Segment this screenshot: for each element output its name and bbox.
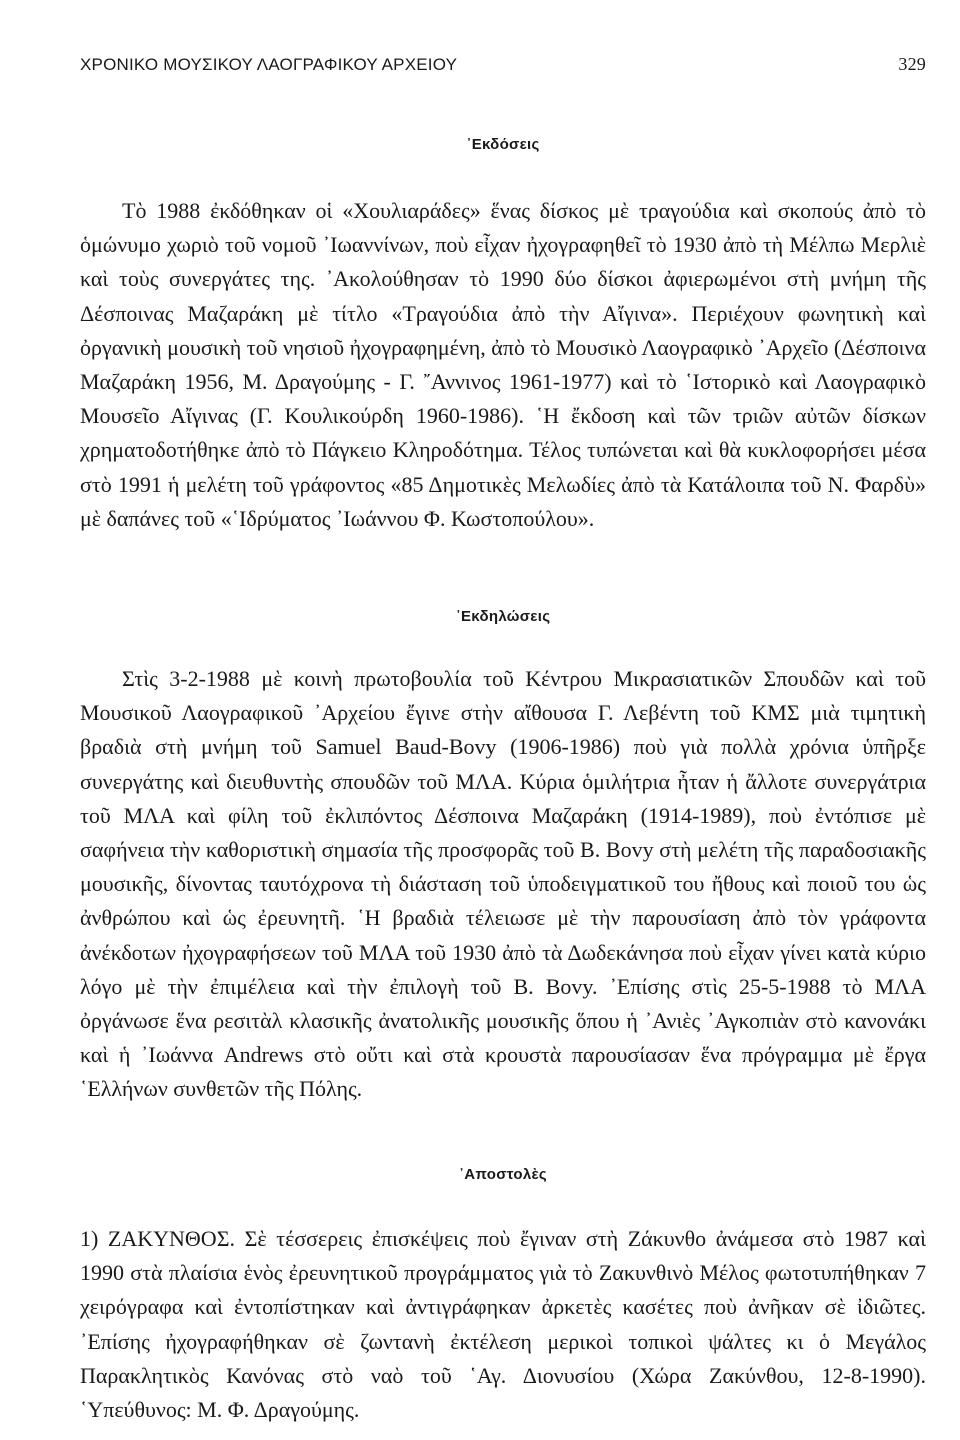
section-heading-missions: ᾿Αποστολὲς	[458, 1166, 548, 1183]
page-number: 329	[898, 54, 926, 74]
section-text-missions: 1) ΖΑΚΥΝΘΟΣ. Σὲ τέσσερεις ἐπισκέψεις ποὺ ἔγιναν στὴ Ζάκυνθο ἀνάμεσα στὸ 1987 καὶ 1990 στὰ πλαίσια ἑνὸς ἐρευνητικοῦ προγράμματος γιὰ τὸ Ζακυνθινὸ Μέλος φωτοτυπήθηκαν 7 χειρόγραφα καὶ ἐντοπίστηκαν καὶ ἀντιγράφηκαν ἀρκετὲς κασέτες ποὺ ἀνῆκαν σὲ ἰδιῶτες. ᾿Επίσης ἠχογραφήθηκαν σὲ ζωντανὴ ἐκτέλεση μερικοὶ τοπικοὶ ψάλτες κι ὁ Μεγάλος Παρακλητικὸς Κανόνας στὸ ναὸ τοῦ ῾Αγ. Διονυσίου (Χώρα Ζακύνθου, 12-8-1990). ῾Υπεύθυνος: Μ. Φ. Δραγούμης.	[80, 1226, 926, 1423]
section-heading-events: ᾿Εκδηλώσεις	[455, 608, 551, 625]
section-heading-publications: ᾿Εκδόσεις	[466, 136, 540, 153]
section-text-publications: Τὸ 1988 ἐκδόθηκαν οἱ «Χουλιαράδες» ἕνας δίσκος μὲ τραγούδια καὶ σκοπούς ἀπὸ τὸ ὁμώνυμο χωριὸ τοῦ νομοῦ ᾿Ιωαννίνων, ποὺ εἶχαν ἠχογραφηθεῖ τὸ 1930 ἀπὸ τὴ Μέλπω Μερλιὲ καὶ τοὺς συνεργάτες της. ᾿Ακολούθησαν τὸ 1990 δύο δίσκοι ἀφιερωμένοι στὴ μνήμη τῆς Δέσποινας Μαζαράκη μὲ τίτλο «Τραγούδια ἀπὸ τὴν Αἴγινα». Περιέχουν φωνητικὴ καὶ ὀργανικὴ μουσικὴ τοῦ νησιοῦ ἠχογραφημένη, ἀπὸ τὸ Μουσικὸ Λαογραφικὸ ᾿Αρχεῖο (Δέσποινα Μαζαράκη 1956, Μ. Δραγούμης - Γ. ῎Αννινος 1961-1977) καὶ τὸ ῾Ιστορικὸ καὶ Λαογραφικὸ Μουσεῖο Αἴγινας (Γ. Κουλικούρδη 1960-1986). ῾Η ἔκδοση καὶ τῶν τριῶν αὐτῶν δίσκων χρηματοδοτήθηκε ἀπὸ τὸ Πάγκειο Κληροδότημα. Τέλος τυπώνεται καὶ θὰ κυκλοφορήσει μέσα στὸ 1991 ἡ μελέτη τοῦ γράφοντος «85 Δημοτικὲς Μελωδίες ἀπὸ τὰ Κατάλοιπα τοῦ Ν. Φαρδὺ» μὲ δαπάνες τοῦ «῾Ιδρύματος ᾿Ιωάννου Φ. Κωστοπούλου».	[80, 198, 926, 531]
running-title: ΧΡΟΝΙΚΟ ΜΟΥΣΙΚΟΥ ΛΑΟΓΡΑΦΙΚΟΥ ΑΡΧΕΙΟΥ	[80, 55, 458, 74]
section-text-events: Στὶς 3-2-1988 μὲ κοινὴ πρωτοβουλία τοῦ Κέντρου Μικρασιατικῶν Σπουδῶν καὶ τοῦ Μουσικοῦ Λαογραφικοῦ ᾿Αρχείου ἔγινε στὴν αἴθουσα Γ. Λεβέντη τοῦ ΚΜΣ μιὰ τιμητικὴ βραδιὰ στὴ μνήμη τοῦ Samuel Baud-Bovy (1906-1986) ποὺ γιὰ πολλὰ χρόνια ὑπῆρξε συνεργάτης καὶ διευθυντὴς σπουδῶν τοῦ ΜΛΑ. Κύρια ὁμιλήτρια ἦταν ἡ ἄλλοτε συνεργάτρια τοῦ ΜΛΑ καὶ φίλη τοῦ ἐκλιπόντος Δέσποινα Μαζαράκη (1914-1989), ποὺ ἐντόπισε μὲ σαφήνεια τὴν καθοριστικὴ σημασία τῆς προσφορᾶς τοῦ Β. Bovy στὴ μελέτη τῆς παραδοσιακῆς μουσικῆς, δίνοντας ταυτόχρονα τὴ διάσταση τοῦ ὑποδειγματικοῦ του ἤθους καὶ ποιοῦ του ὡς ἀνθρώπου καὶ ὡς ἐρευνητῆ. ῾Η βραδιὰ τέλειωσε μὲ τὴν παρουσίαση ἀπὸ τὸν γράφοντα ἀνέκδοτων ἠχογραφήσεων τοῦ ΜΛΑ τοῦ 1930 ἀπὸ τὰ Δωδεκάνησα ποὺ εἶχαν γίνει κατὰ κύριο λόγο μὲ τὴν ἐπιμέλεια καὶ τὴν ἐπιλογὴ τοῦ Β. Bovy. ᾿Επίσης στὶς 25-5-1988 τὸ ΜΛΑ ὀργάνωσε ἕνα ρεσιτὰλ κλασικῆς ἀνατολικῆς μουσικῆς ὅπου ἡ ᾿Ανιὲς ᾿Αγκοπιὰν στὸ κανονάκι καὶ ἡ ᾿Ιωάννα Andrews στὸ οὔτι καὶ στὰ κρουστὰ παρουσίασαν ἕνα πρόγραμμα μὲ ἔργα ῾Ελλήνων συνθετῶν τῆς Πόλης.	[80, 666, 926, 1102]
running-header	[80, 54, 926, 75]
